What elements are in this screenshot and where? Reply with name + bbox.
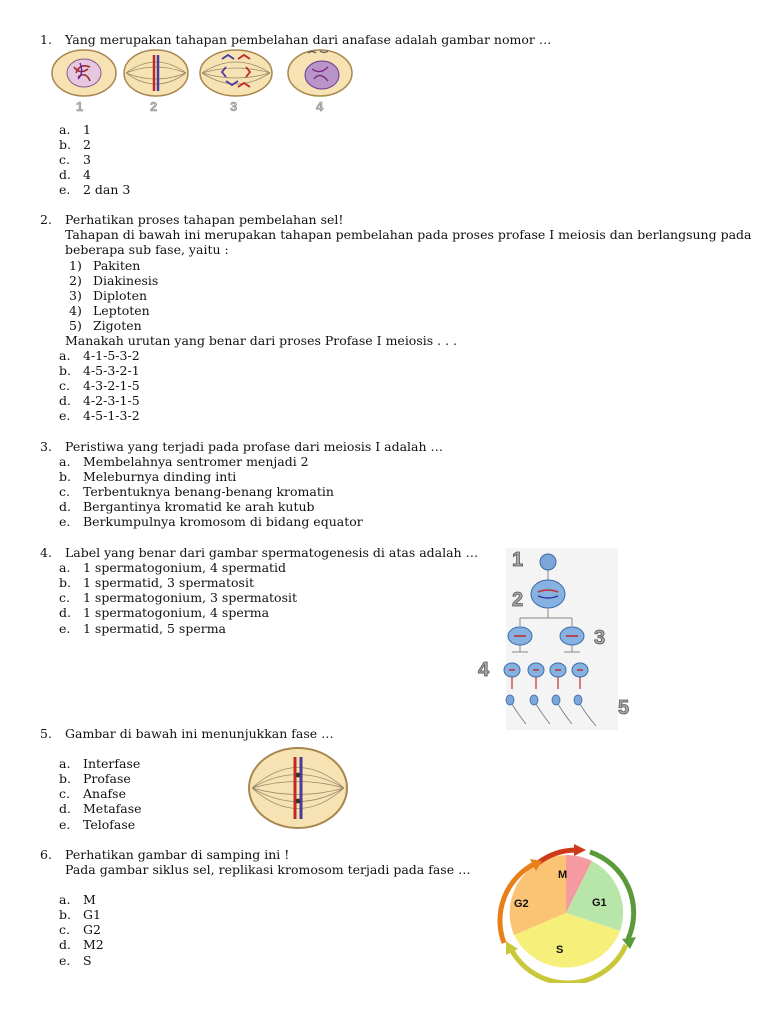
option-b[interactable]: b. G1 — [59, 907, 101, 922]
figure-label-5: 5 — [618, 697, 630, 719]
option-b[interactable]: b. Profase — [59, 771, 131, 786]
option-c[interactable]: c. 4-3-2-1-5 — [59, 378, 140, 393]
q2-description-line-2: beberapa sub fase, yaitu : — [65, 242, 229, 257]
q6-description: Pada gambar siklus sel, replikasi kromosom terjadi pada fase … — [65, 862, 471, 877]
question-text: Label yang benar dari gambar spermatogenesis di atas adalah … — [65, 545, 479, 560]
option-e[interactable]: e. Berkumpulnya kromosom di bidang equator — [59, 514, 363, 529]
figure-label-1: 1 — [76, 99, 84, 114]
option-a[interactable]: a. 4-1-5-3-2 — [59, 348, 140, 363]
option-d[interactable]: d. Metafase — [59, 801, 142, 816]
question-text: Gambar di bawah ini menunjukkan fase … — [65, 726, 334, 741]
cell-figure-3 — [200, 50, 272, 96]
figure-label-3: 3 — [230, 99, 238, 114]
question-number: 5. — [40, 726, 52, 741]
option-e[interactable]: e. S — [59, 953, 92, 968]
option-a[interactable]: a. 1 — [59, 122, 91, 137]
option-c[interactable]: c. 1 spermatogonium, 3 spermatosit — [59, 590, 298, 605]
list-item: 5) Zigoten — [69, 318, 142, 333]
q2-description-line-1: Tahapan di bawah ini merupakan tahapan pembelahan pada proses profase I meiosis dan berlangsung pada — [65, 227, 752, 242]
cycle-label-m: M — [558, 869, 568, 881]
option-d[interactable]: d. Bergantinya kromatid ke arah kutub — [59, 499, 315, 514]
option-c[interactable]: c. Anafse — [59, 786, 126, 801]
question-number: 3. — [40, 439, 52, 454]
list-item: 3) Diploten — [69, 288, 148, 303]
question-text: Peristiwa yang terjadi pada profase dari meiosis I adalah … — [65, 439, 444, 454]
figure-label-4: 4 — [316, 99, 324, 114]
cell-cycle-figure — [478, 843, 648, 983]
figure-label-3: 3 — [594, 627, 606, 649]
option-c[interactable]: c. 3 — [59, 152, 91, 167]
metaphase-cell-figure — [246, 745, 350, 831]
figure-label-2: 2 — [150, 99, 158, 114]
option-d[interactable]: d. 4-2-3-1-5 — [59, 393, 140, 408]
cell-figure-4 — [288, 50, 352, 96]
option-b[interactable]: b. 2 — [59, 137, 91, 152]
option-a[interactable]: a. 1 spermatogonium, 4 spermatid — [59, 560, 287, 575]
cell-figure-2 — [124, 50, 188, 96]
question-text: Perhatikan proses tahapan pembelahan sel! — [65, 212, 344, 227]
question-text: Yang merupakan tahapan pembelahan dari anafase adalah gambar nomor … — [65, 32, 552, 47]
cell-figure-1 — [52, 50, 116, 96]
option-c[interactable]: c. G2 — [59, 922, 101, 937]
option-c[interactable]: c. Terbentuknya benang-benang kromatin — [59, 484, 334, 499]
cycle-label-g2: G2 — [514, 898, 529, 910]
option-b[interactable]: b. 4-5-3-2-1 — [59, 363, 140, 378]
question-number: 2. — [40, 212, 52, 227]
q2-question: Manakah urutan yang benar dari proses Profase I meiosis . . . — [65, 333, 458, 348]
list-item: 1) Pakiten — [69, 258, 141, 273]
list-item: 2) Diakinesis — [69, 273, 159, 288]
question-number: 4. — [40, 545, 52, 560]
option-e[interactable]: e. 1 spermatid, 5 sperma — [59, 621, 227, 636]
option-e[interactable]: e. 2 dan 3 — [59, 182, 131, 197]
figure-label-4: 4 — [478, 659, 490, 681]
option-b[interactable]: b. Meleburnya dinding inti — [59, 469, 237, 484]
figure-label-2: 2 — [512, 589, 524, 611]
cycle-label-g1: G1 — [592, 897, 607, 909]
question-number: 6. — [40, 847, 52, 862]
option-d[interactable]: d. 4 — [59, 167, 91, 182]
option-a[interactable]: a. M — [59, 892, 96, 907]
option-e[interactable]: e. Telofase — [59, 817, 136, 832]
option-a[interactable]: a. Membelahnya sentromer menjadi 2 — [59, 454, 309, 469]
list-item: 4) Leptoten — [69, 303, 150, 318]
option-d[interactable]: d. M2 — [59, 937, 104, 952]
question-number: 1. — [40, 32, 52, 47]
figure-label-1: 1 — [512, 549, 524, 571]
option-b[interactable]: b. 1 spermatid, 3 spermatosit — [59, 575, 254, 590]
option-a[interactable]: a. Interfase — [59, 756, 141, 771]
question-text: Perhatikan gambar di samping ini ! — [65, 847, 290, 862]
option-e[interactable]: e. 4-5-1-3-2 — [59, 408, 140, 423]
option-d[interactable]: d. 1 spermatogonium, 4 sperma — [59, 605, 270, 620]
q1-cell-division-figure — [46, 47, 366, 115]
spermatogenesis-figure — [472, 544, 642, 734]
cycle-label-s: S — [556, 944, 564, 956]
